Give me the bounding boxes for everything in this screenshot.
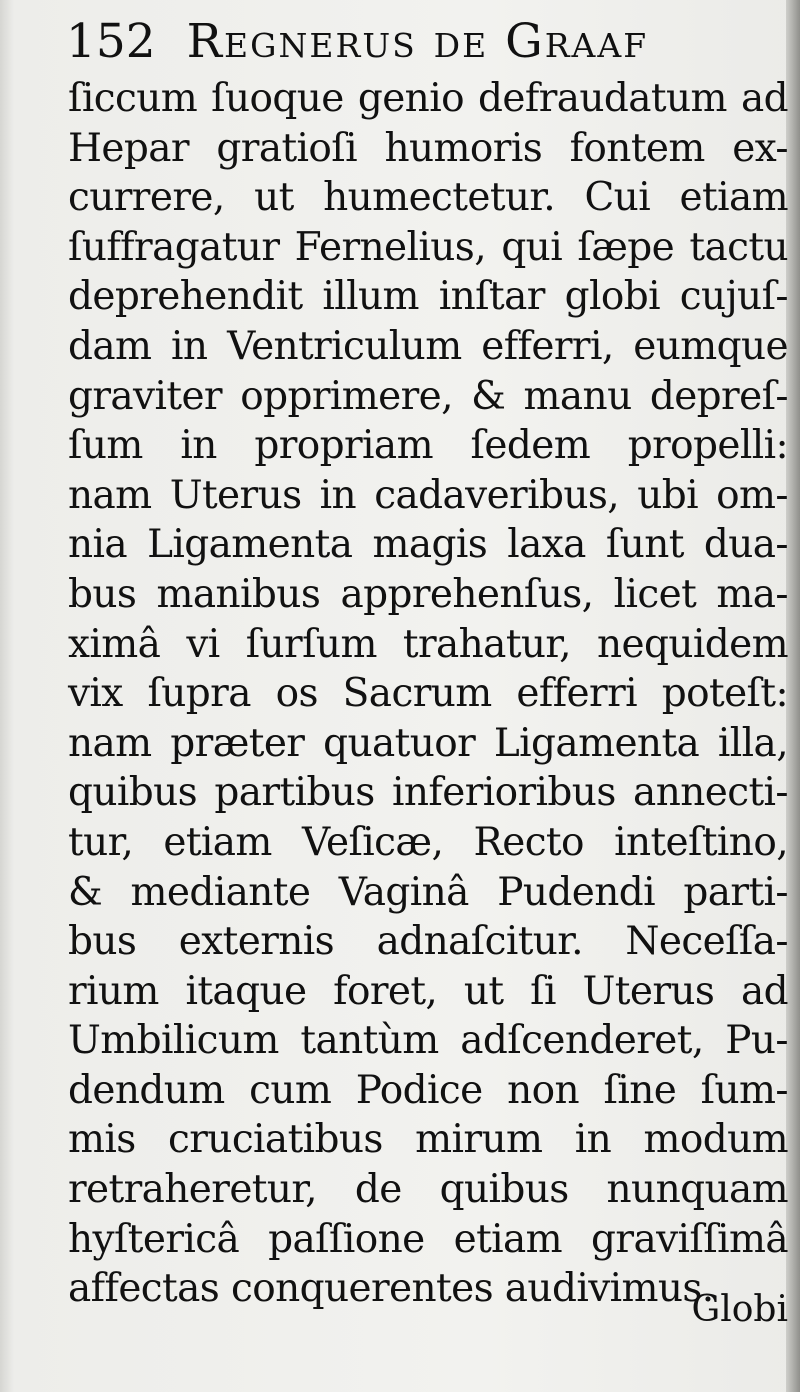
text-line: nam præter quatuor Ligamenta illa,: [68, 720, 788, 766]
text-line: Umbilicum tantùm adſcenderet, Pu-: [68, 1018, 788, 1064]
text-line: ſuffragatur Fernelius, qui ſæpe tactu: [68, 224, 788, 270]
text-line: ſum in propriam ſedem propelli:: [68, 423, 788, 469]
text-line: ſiccum ſuoque genio defraudatum ad: [68, 76, 788, 121]
text-line: Hepar gratioſi humoris fontem ex-: [68, 125, 788, 171]
text-line-last: affectas conquerentes audivimus.: [68, 1266, 714, 1312]
text-line: rium itaque foret, ut ſi Uterus ad: [68, 968, 788, 1014]
text-line: bus externis adnaſcitur. Neceſſa-: [68, 919, 788, 965]
text-line: graviter opprimere, & manu depreſ-: [68, 373, 788, 419]
text-line: hyſtericâ paſſione etiam graviſſimâ: [68, 1216, 788, 1262]
page-number: 152: [66, 14, 156, 69]
text-line: & mediante Vaginâ Pudendi parti-: [68, 869, 788, 915]
body-text: [68, 74, 788, 1314]
text-line: deprehendit illum inſtar globi cujuſ-: [68, 274, 788, 320]
text-line: quibus partibus inferioribus annecti-: [68, 770, 788, 816]
text-line: nia Ligamenta magis laxa ſunt dua-: [68, 522, 788, 568]
text-line: nam Uterus in cadaveribus, ubi om-: [68, 472, 788, 518]
text-line: dam in Ventriculum efferri, eumque: [68, 323, 788, 369]
text-line: dendum cum Podice non ſine ſum-: [68, 1067, 788, 1113]
running-title: Regnerus de Graaf: [186, 14, 649, 69]
page-gutter-shadow: [786, 0, 800, 1392]
text-line: retraheretur, de quibus nunquam: [68, 1167, 788, 1213]
text-line: ximâ vi ſurſum trahatur, nequidem: [68, 621, 788, 667]
page-header: [66, 12, 648, 72]
text-line: tur, etiam Veſicæ, Recto inteſtino,: [68, 819, 788, 865]
text-line: bus manibus apprehenſus, licet ma-: [68, 571, 788, 617]
text-line: currere, ut humectetur. Cui etiam: [68, 175, 788, 221]
text-line: mis cruciatibus mirum in modum: [68, 1117, 788, 1163]
text-line: vix ſupra os Sacrum efferri poteſt:: [68, 671, 788, 717]
catchword: Globi: [691, 1289, 788, 1330]
